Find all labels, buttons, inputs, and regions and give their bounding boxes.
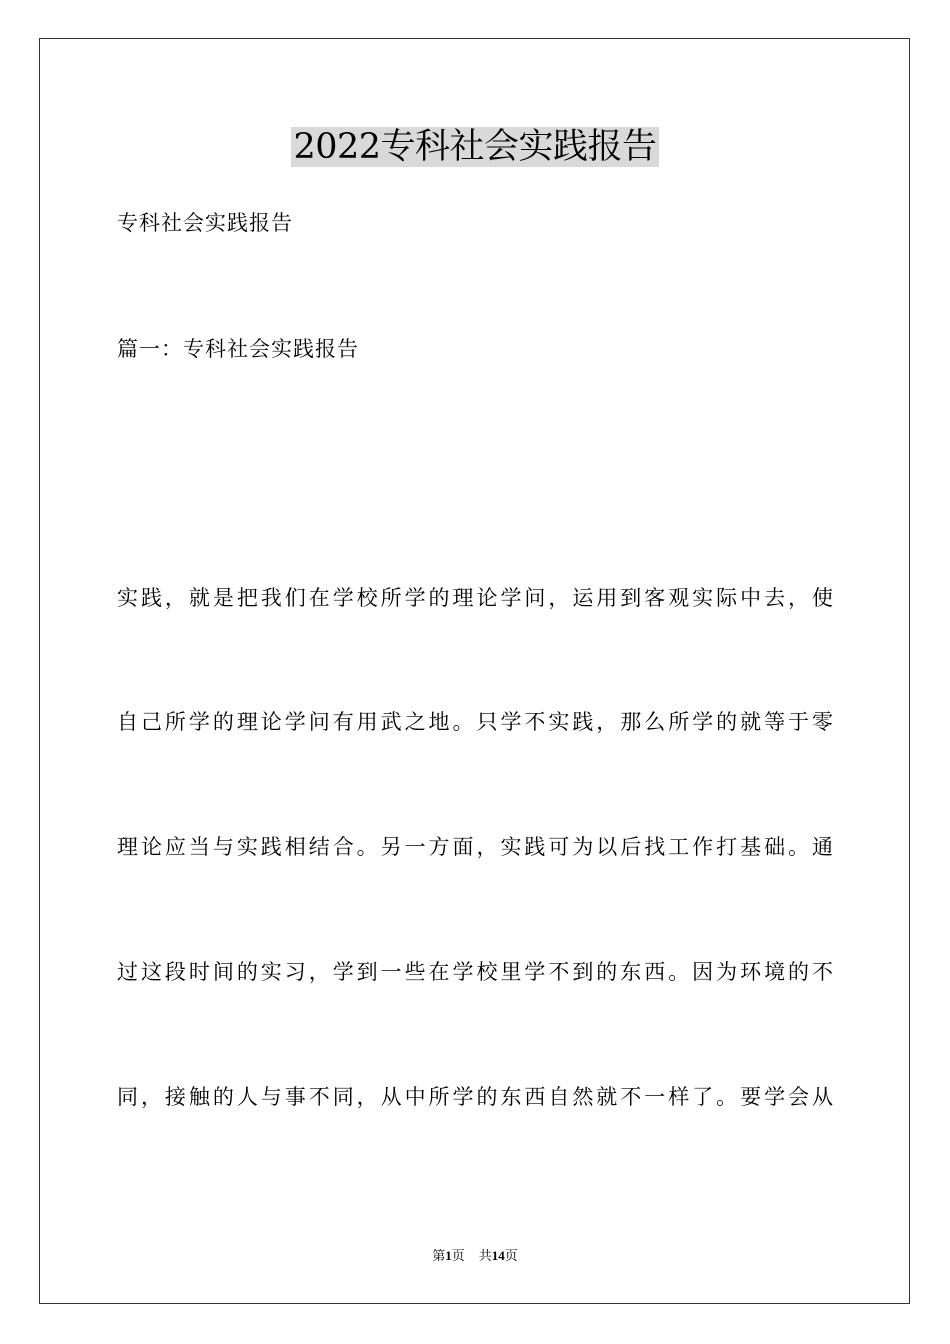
page-total-number: 14 xyxy=(491,1248,505,1263)
body-line: 过这段时间的实习，学到一些在学校里学不到的东西。因为环境的不 xyxy=(117,960,833,984)
total-suffix: 页 xyxy=(504,1248,518,1263)
body-line: 理论应当与实践相结合。另一方面，实践可为以后找工作打基础。通 xyxy=(117,835,833,859)
page-prefix: 第 xyxy=(432,1248,446,1263)
page-suffix: 页 xyxy=(451,1248,465,1263)
page-current-number: 1 xyxy=(445,1248,452,1263)
body-line: 实践，就是把我们在学校所学的理论学问，运用到客观实际中去，使 xyxy=(117,586,833,610)
body-line: 自己所学的理论学问有用武之地。只学不实践，那么所学的就等于零 xyxy=(117,710,833,734)
page-footer xyxy=(0,1246,950,1266)
body-line: 同，接触的人与事不同，从中所学的东西自然就不一样了。要学会从 xyxy=(117,1085,833,1109)
total-prefix: 共 xyxy=(478,1248,492,1263)
document-title-text: 2022专科社会实践报告 xyxy=(293,127,657,167)
document-title xyxy=(0,124,950,170)
section-heading: 篇一：专科社会实践报告 xyxy=(117,337,359,361)
document-subtitle: 专科社会实践报告 xyxy=(117,211,293,235)
